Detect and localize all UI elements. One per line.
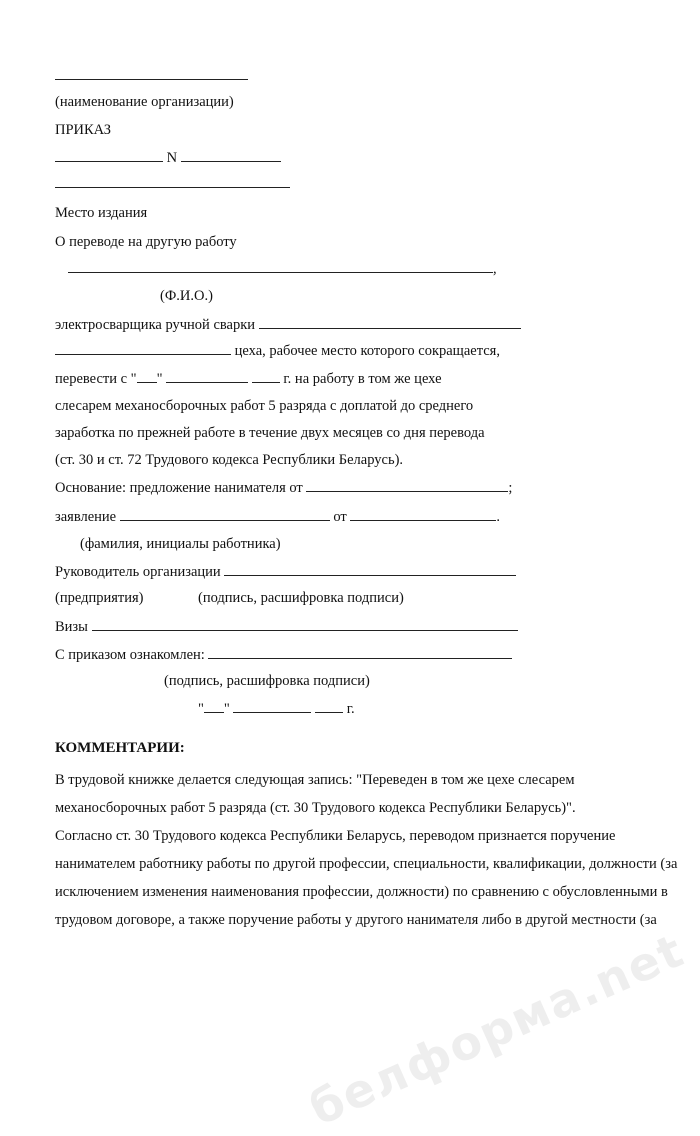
visa-label: Визы — [55, 619, 88, 635]
fio-line: , — [68, 259, 497, 278]
order-number-blank[interactable] — [181, 148, 281, 162]
org-caption: (наименование организации) — [55, 94, 234, 110]
comment-line: механосборочных работ 5 разряда (ст. 30 Трудового кодекса Республики Беларусь)". — [55, 800, 576, 816]
signature-caption-2: (подпись, расшифровка подписи) — [164, 673, 370, 689]
ack-day-blank[interactable] — [204, 699, 224, 713]
comment-line: трудовом договоре, а также поручение работы у другого нанимателя либо в другой местности (за — [55, 912, 657, 928]
transfer-year-blank[interactable] — [252, 369, 280, 383]
comments-heading: КОММЕНТАРИИ: — [55, 740, 185, 756]
comment-line: исключением изменения наименования профессии, должности) по сравнению с обусловленными в — [55, 884, 668, 900]
statement-blank[interactable] — [120, 507, 330, 521]
head-line — [55, 562, 516, 581]
acquainted-label: С приказом ознакомлен: — [55, 647, 205, 663]
order-date-blank[interactable] — [55, 148, 163, 162]
ack-month-blank[interactable] — [233, 699, 311, 713]
acquainted-blank[interactable] — [208, 645, 512, 659]
mechanic-line: слесарем механосборочных работ 5 разряда с доплатой до среднего — [55, 398, 474, 414]
number-sign: N — [166, 150, 178, 166]
shop-text: цеха, рабочее место которого сокращается, — [234, 343, 500, 359]
place-label: Место издания — [55, 205, 148, 221]
basis-label: Основание: предложение нанимателя от — [55, 480, 303, 496]
extra-blank[interactable] — [55, 174, 290, 193]
transfer-day-blank[interactable] — [137, 369, 157, 383]
enterprise-caption: (предприятия) — [55, 590, 144, 606]
comment-line: В трудовой книжке делается следующая запись: "Переведен в том же цехе слесарем — [55, 772, 575, 788]
statement-date-blank[interactable] — [350, 507, 496, 521]
statement-line: заявление от . — [55, 509, 501, 525]
transfer-line: перевести с " " г. на работу в том же цехе — [55, 371, 442, 387]
shop-blank[interactable] — [55, 341, 231, 355]
order-date-number-line — [55, 148, 281, 167]
comment-line: нанимателем работнику работы по другой профессии, специальности, квалификации, должности (за — [55, 856, 678, 872]
acquainted-line — [55, 645, 512, 664]
statement-label: заявление — [55, 509, 117, 525]
articles-line: (ст. 30 и ст. 72 Трудового кодекса Республики Беларусь). — [55, 452, 404, 468]
comment-line: Согласно ст. 30 Трудового кодекса Республики Беларусь, переводом признается поручение — [55, 828, 616, 844]
earnings-line: заработка по прежней работе в течение двух месяцев со дня перевода — [55, 425, 485, 441]
watermark: белформа.net — [301, 922, 692, 1136]
fio-blank[interactable] — [68, 259, 493, 273]
basis-date-blank[interactable] — [306, 478, 508, 492]
head-label: Руководитель организации — [55, 564, 221, 580]
welder-line — [55, 315, 521, 334]
head-signature-blank[interactable] — [224, 562, 516, 576]
signature-caption: (подпись, расшифровка подписи) — [198, 590, 404, 606]
order-subject: О переводе на другую работу — [55, 234, 237, 250]
fio-caption: (Ф.И.О.) — [160, 288, 213, 304]
employee-caption: (фамилия, инициалы работника) — [80, 536, 281, 552]
basis-line: Основание: предложение нанимателя от ; — [55, 480, 513, 496]
visa-line — [55, 617, 518, 636]
transfer-month-blank[interactable] — [166, 369, 248, 383]
org-name-blank[interactable] — [55, 66, 248, 85]
ack-year-blank[interactable] — [315, 699, 343, 713]
visa-blank[interactable] — [92, 617, 518, 631]
order-title: ПРИКАЗ — [55, 122, 112, 138]
shop-line — [55, 341, 500, 360]
welder-label: электросварщика ручной сварки — [55, 317, 256, 333]
ack-date-line: " " г. — [198, 701, 355, 717]
welder-blank[interactable] — [259, 315, 521, 329]
